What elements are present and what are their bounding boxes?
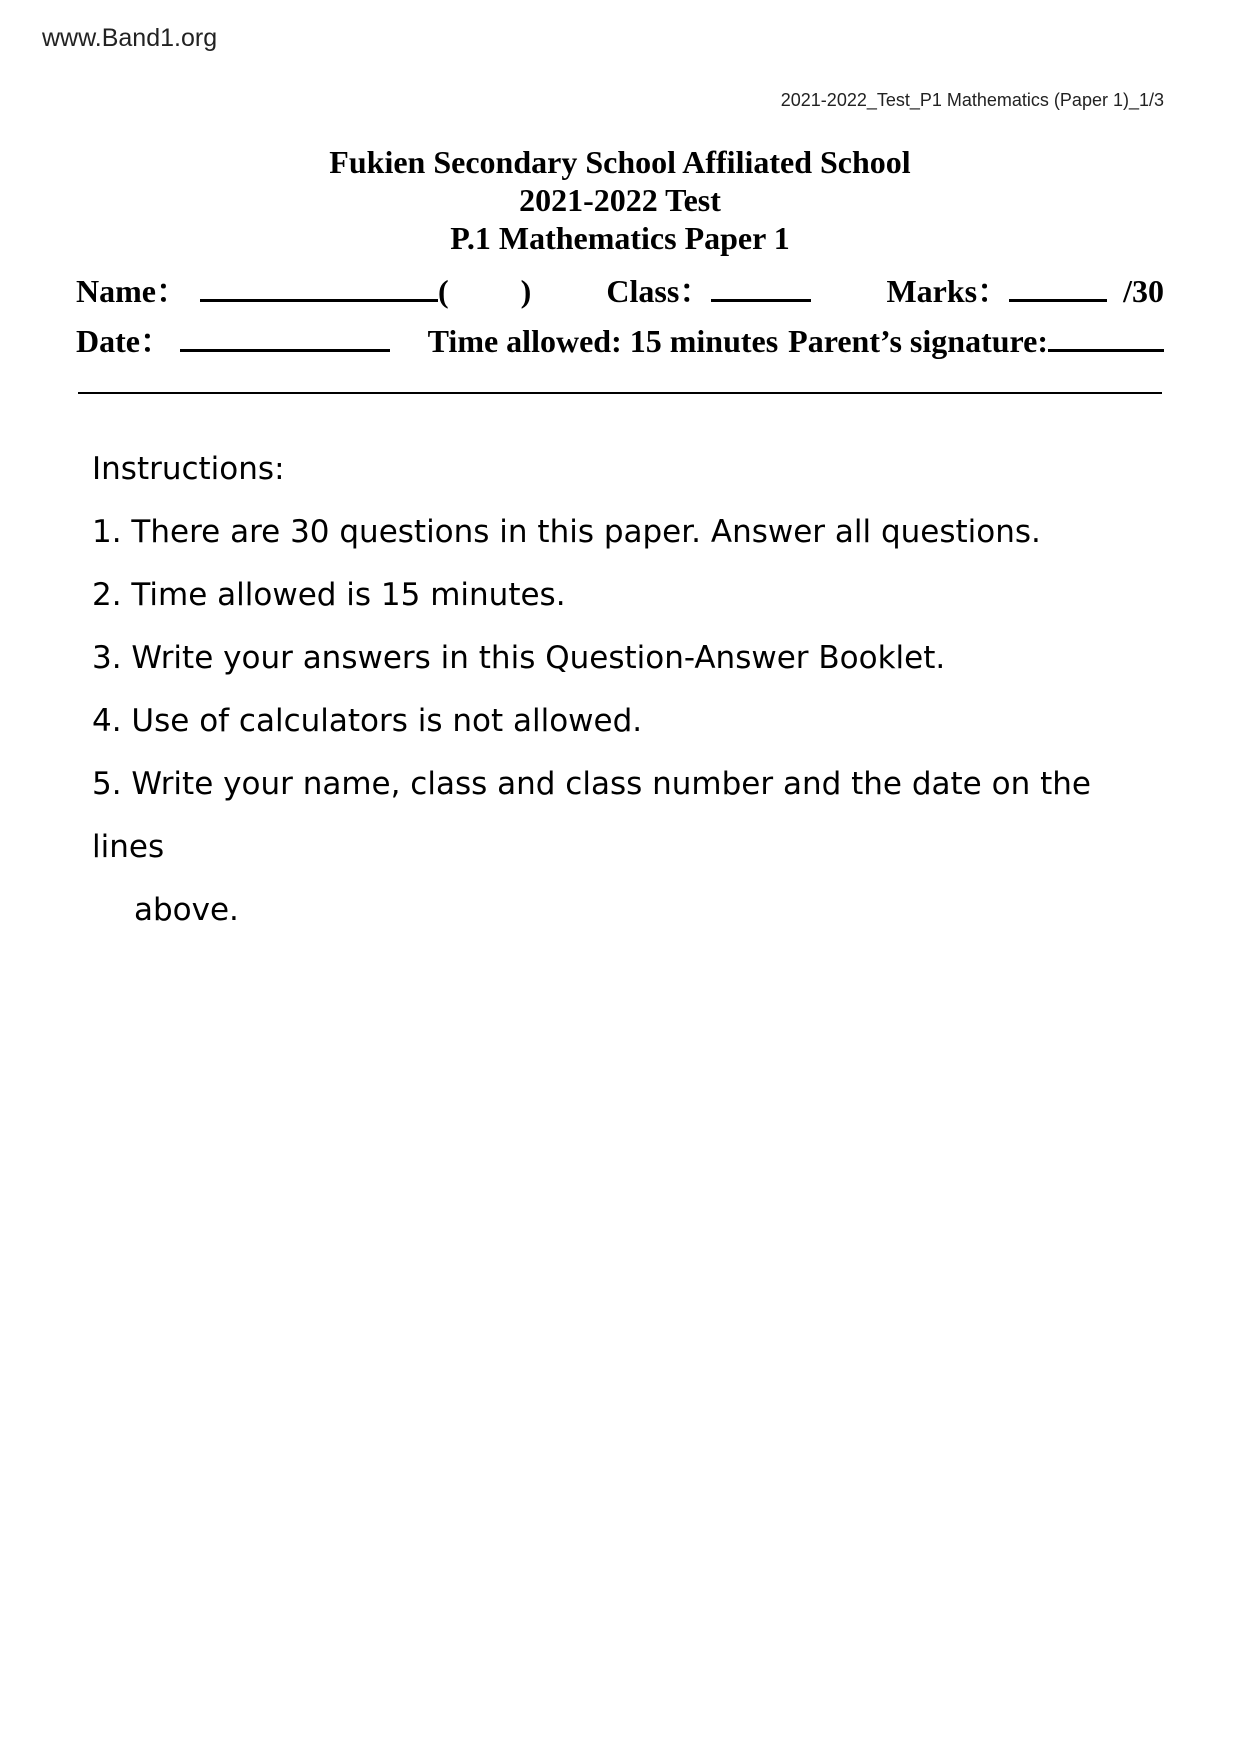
class-number-paren-open: ( (437, 273, 449, 309)
instruction-item: 5. Write your name, class and class number and the date on the lines (92, 766, 1091, 865)
marks-field (886, 266, 1164, 312)
date-blank[interactable] (180, 321, 390, 352)
watermark: www.Band1.org (42, 24, 218, 52)
signature-blank[interactable] (1048, 321, 1164, 352)
name-label: Name： (76, 273, 188, 309)
date-label: Date： (76, 323, 172, 359)
document-reference: 2021-2022_Test_P1 Mathematics (Paper 1)_1/3 (780, 90, 1164, 110)
instruction-item: 4. Use of calculators is not allowed. (92, 703, 643, 739)
name-field (76, 266, 531, 312)
instructions-section (92, 438, 1172, 942)
date-field (76, 316, 390, 362)
marks-label: Marks： (886, 273, 1010, 309)
paper-subject: P.1 Mathematics Paper 1 (450, 220, 790, 256)
test-year: 2021-2022 Test (519, 182, 721, 218)
school-name: Fukien Secondary School Affiliated School (329, 144, 911, 180)
instruction-item: 3. Write your answers in this Question-Answer Booklet. (92, 640, 946, 676)
class-field (606, 266, 811, 312)
name-blank[interactable] (200, 271, 438, 302)
instruction-item-continuation: above. (134, 892, 239, 928)
marks-blank[interactable] (1009, 271, 1107, 302)
time-signature-group (428, 321, 1164, 360)
signature-label: Parent’s signature: (788, 323, 1048, 359)
class-label: Class： (606, 273, 712, 309)
marks-total: /30 (1123, 273, 1164, 309)
time-allowed: Time allowed: 15 minutes (427, 323, 779, 359)
class-blank[interactable] (711, 271, 811, 302)
date-info-row (76, 316, 1164, 362)
header-divider (78, 392, 1162, 394)
instruction-item: 1. There are 30 questions in this paper. Answer all questions. (92, 514, 1041, 550)
student-info-row (76, 266, 1164, 312)
class-number-paren-close: ) (520, 273, 532, 309)
instructions-heading: Instructions: (92, 451, 285, 487)
instruction-item: 2. Time allowed is 15 minutes. (92, 577, 566, 613)
title-block (0, 143, 1240, 257)
